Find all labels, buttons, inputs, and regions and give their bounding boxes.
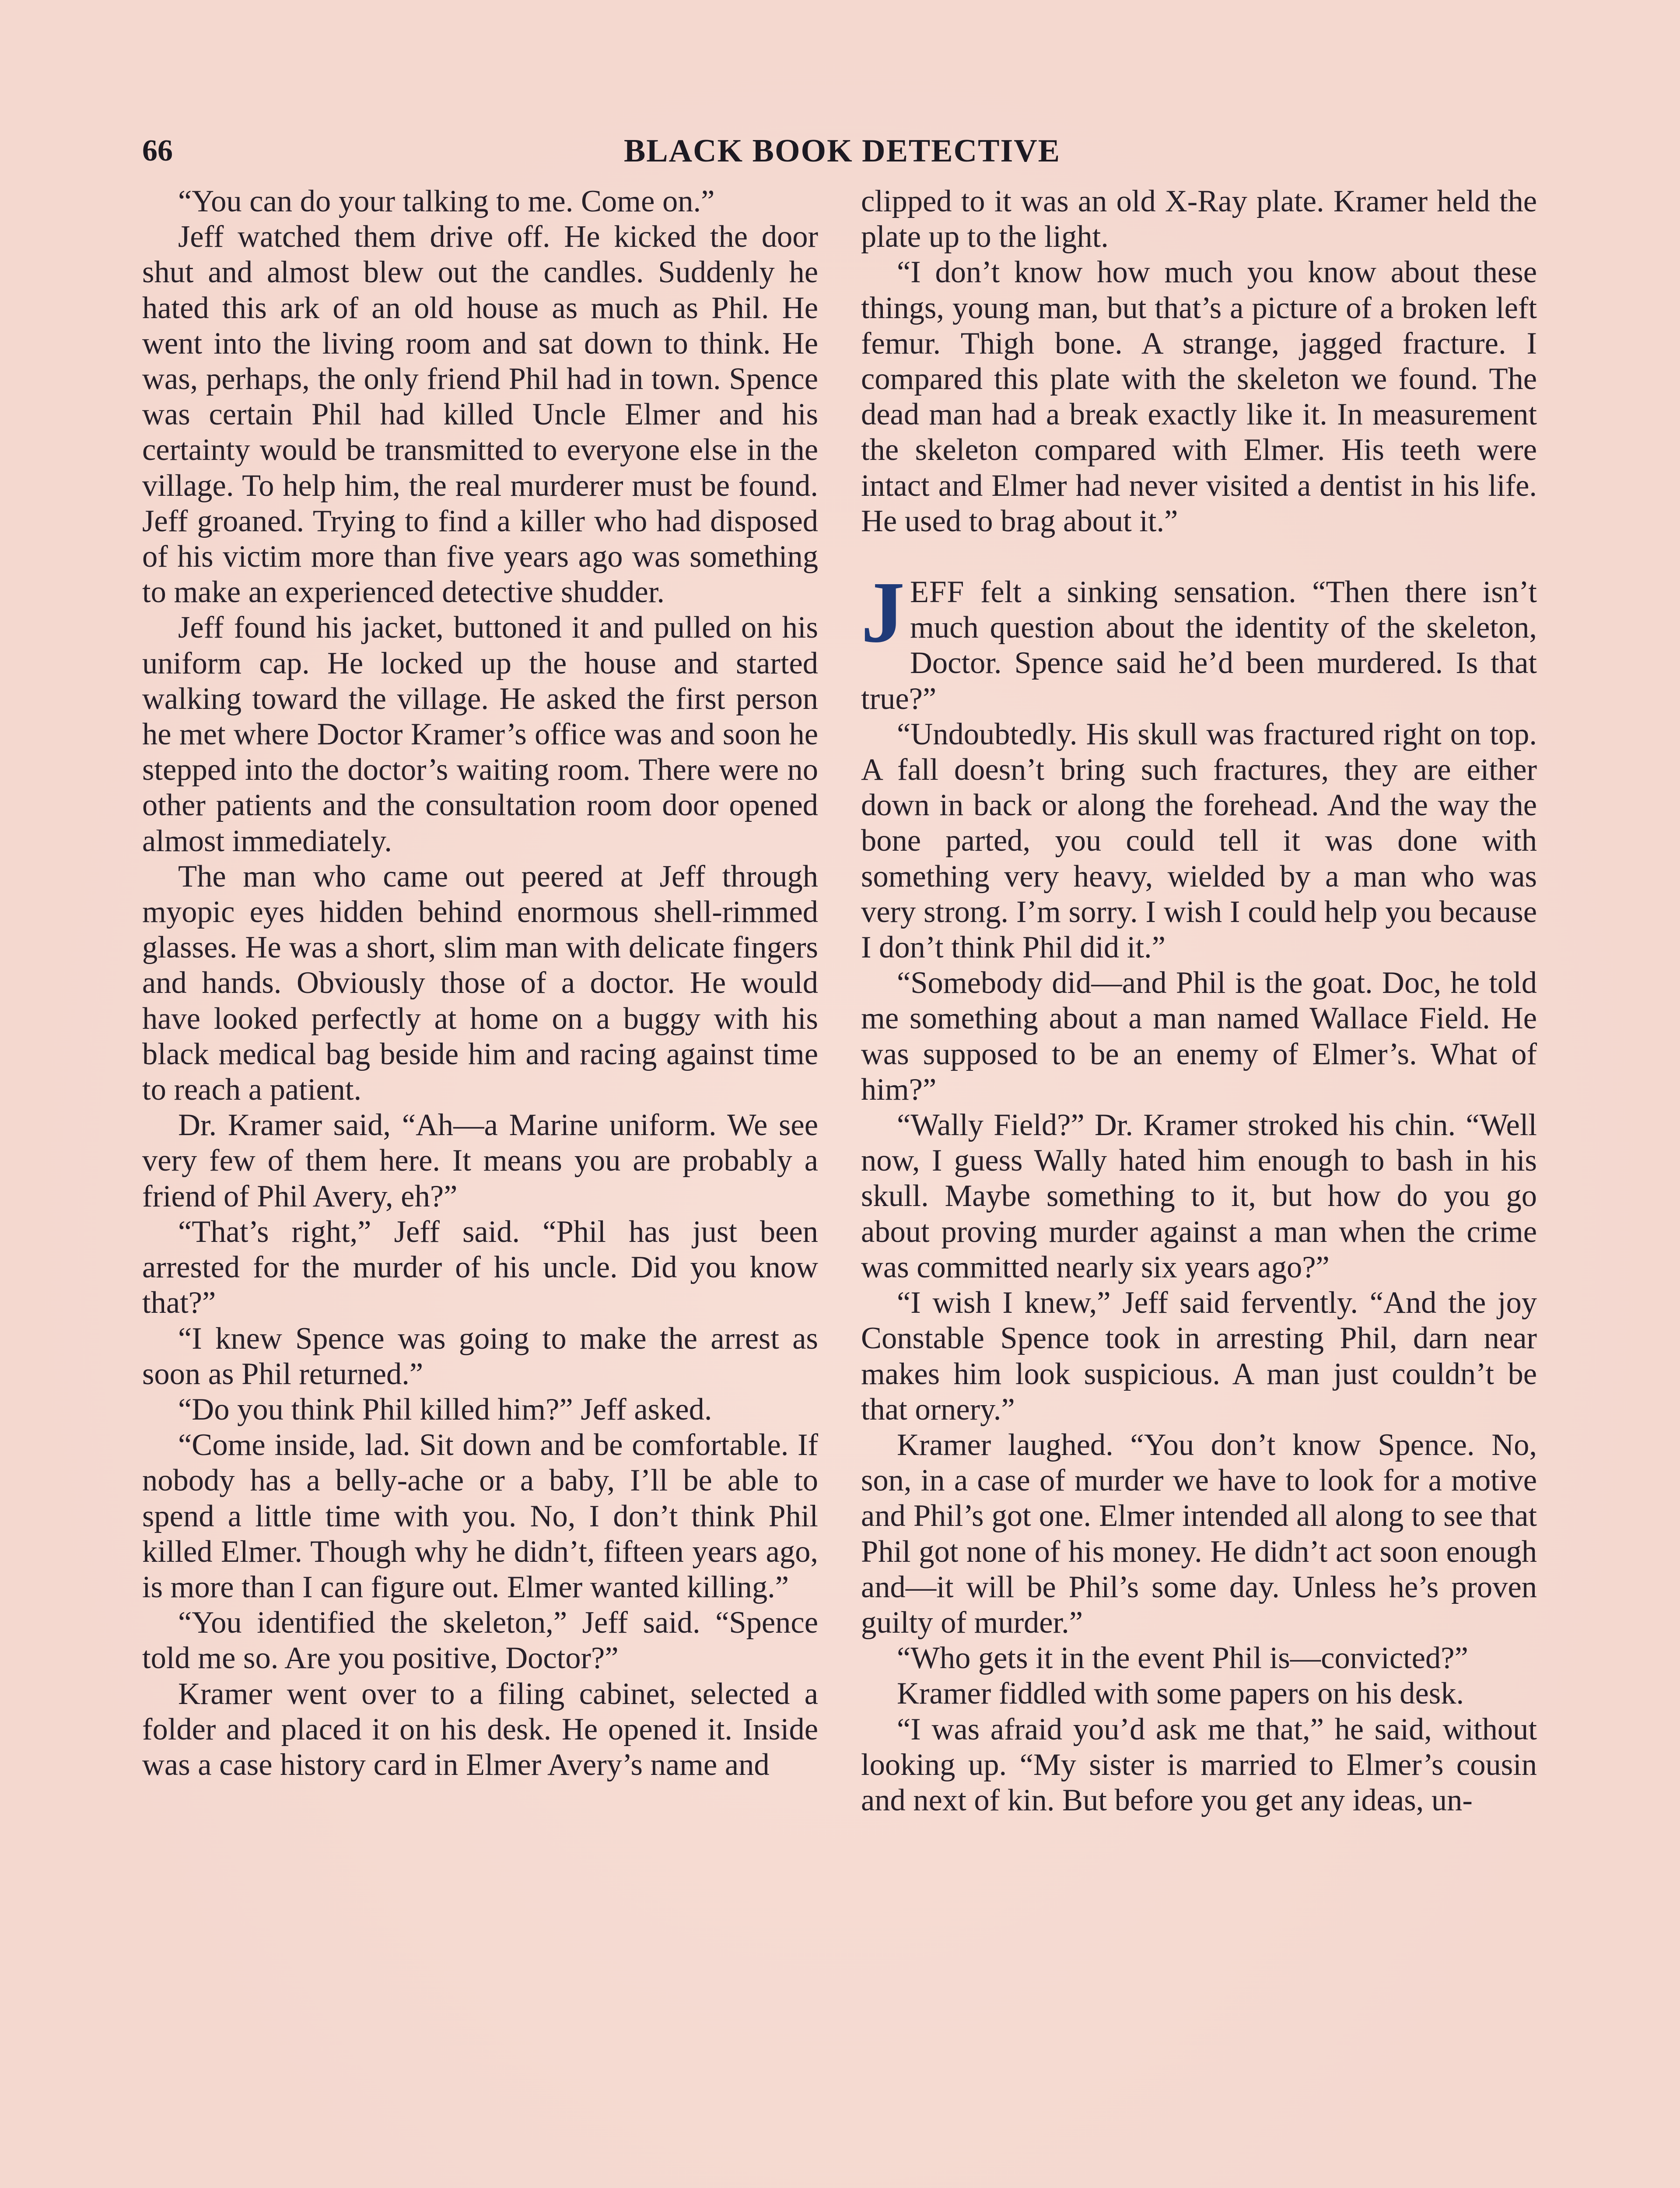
paragraph: Dr. Kramer said, “Ah—a Marine uniform. We see very few of them here. It means you are probably a friend of Phil Avery, eh?”	[142, 1108, 818, 1213]
paragraph: “I don’t know how much you know about these things, young man, but that’s a picture of a broken left femur. Thigh bone. A strange, jagged fracture. I compared this plate with the skeleton we found. The dead man had a break exactly like it. In measurement the skeleton compared with Elmer. His teeth were intact and Elmer had never visited a dentist in his life. He used to brag about it.”	[861, 255, 1537, 538]
paragraph: “Come inside, lad. Sit down and be comfortable. If nobody has a belly-ache or a baby, I’ll be able to spend a little time with you. No, I don’t think Phil killed Elmer. Though why he didn’t, fifteen years ago, is more than I can figure out. Elmer wanted killing.”	[142, 1428, 818, 1604]
paragraph: Kramer laughed. “You don’t know Spence. No, son, in a case of murder we have to look for a motive and Phil’s got one. Elmer intended all along to see that Phil got none of his money. He didn’t act soon enough and—it will be Phil’s some day. Unless he’s proven guilty of murder.”	[861, 1427, 1537, 1640]
paragraph: “I wish I knew,” Jeff said fervently. “And the joy Constable Spence took in arresting Phil, darn near makes him look suspicious. A man just couldn’t be that ornery.”	[861, 1286, 1537, 1427]
drop-cap-lead: EFF	[910, 575, 965, 610]
page-number: 66	[142, 134, 173, 168]
drop-cap-rest: felt a sinking sensation. “Then there isn’t much question about the identity of the skeleton, Doctor. Spence said he’d been murdered. Is that true?”	[861, 575, 1537, 716]
paragraph: Jeff found his jacket, buttoned it and pulled on his uniform cap. He locked up the house and started walking toward the village. He asked the first person he met where Doctor Kramer’s office was and soon he stepped into the doctor’s waiting room. There were no other patients and the consultation room door opened almost immediately.	[142, 610, 818, 858]
paragraph: “Somebody did—and Phil is the goat. Doc, he told me something about a man named Wallace Field. He was supposed to be an enemy of Elmer’s. What of him?”	[861, 966, 1537, 1107]
right-column	[861, 184, 1537, 1818]
paragraph: “You can do your talking to me. Come on.”	[178, 184, 715, 218]
drop-cap-paragraph	[861, 564, 1537, 717]
drop-cap-letter: J	[861, 564, 905, 661]
paragraph: Kramer fiddled with some papers on his desk.	[897, 1676, 1464, 1711]
paragraph: “Undoubtedly. His skull was fractured right on top. A fall doesn’t bring such fractures, they are either down in back or along the forehead. And the way the bone parted, you could tell it was done with something very heavy, wielded by a man who was very strong. I’m sorry. I wish I could help you because I don’t think Phil did it.”	[861, 717, 1537, 965]
page-header	[142, 131, 1542, 179]
paragraph: The man who came out peered at Jeff through myopic eyes hidden behind enormous shell-rimmed glasses. He was a short, slim man with delicate fingers and hands. Obviously those of a doctor. He would have looked perfectly at home on a buggy with his black medical bag beside him and racing against time to reach a patient.	[142, 859, 818, 1107]
paragraph: “Who gets it in the event Phil is—convicted?”	[897, 1641, 1468, 1676]
left-column	[142, 184, 818, 1783]
paragraph: “That’s right,” Jeff said. “Phil has just been arrested for the murder of his uncle. Did you know that?”	[142, 1214, 818, 1320]
paragraph: Jeff watched them drive off. He kicked the door shut and almost blew out the candles. Suddenly he hated this ark of an old house as much as Phil. He went into the living room and sat down to think. He was, perhaps, the only friend Phil had in town. Spence was certain Phil had killed Uncle Elmer and his certainty would be transmitted to everyone else in the village. To help him, the real murderer must be found. Jeff groaned. Trying to find a killer who had disposed of his victim more than five years ago was something to make an experienced detective shudder.	[142, 220, 818, 610]
paragraph: “I was afraid you’d ask me that,” he said, without looking up. “My sister is married to Elmer’s cousin and next of kin. But before you get any ideas, un-	[861, 1712, 1537, 1817]
paragraph: “Do you think Phil killed him?” Jeff asked.	[178, 1392, 712, 1427]
paragraph: Kramer went over to a filing cabinet, selected a folder and placed it on his desk. He opened it. Inside was a case history card in Elmer Avery’s name and	[142, 1676, 818, 1782]
paragraph: “Wally Field?” Dr. Kramer stroked his chin. “Well now, I guess Wally hated him enough to bash in his skull. Maybe something to it, but how do you go about proving murder against a man when the crime was committed nearly six years ago?”	[861, 1108, 1537, 1284]
continued-paragraph: clipped to it was an old X-Ray plate. Kramer held the plate up to the light.	[861, 184, 1537, 254]
paragraph: “You identified the skeleton,” Jeff said. “Spence told me so. Are you positive, Doctor?”	[142, 1606, 818, 1676]
paragraph: “I knew Spence was going to make the arrest as soon as Phil returned.”	[142, 1321, 818, 1391]
running-title: BLACK BOOK DETECTIVE	[623, 133, 1061, 169]
